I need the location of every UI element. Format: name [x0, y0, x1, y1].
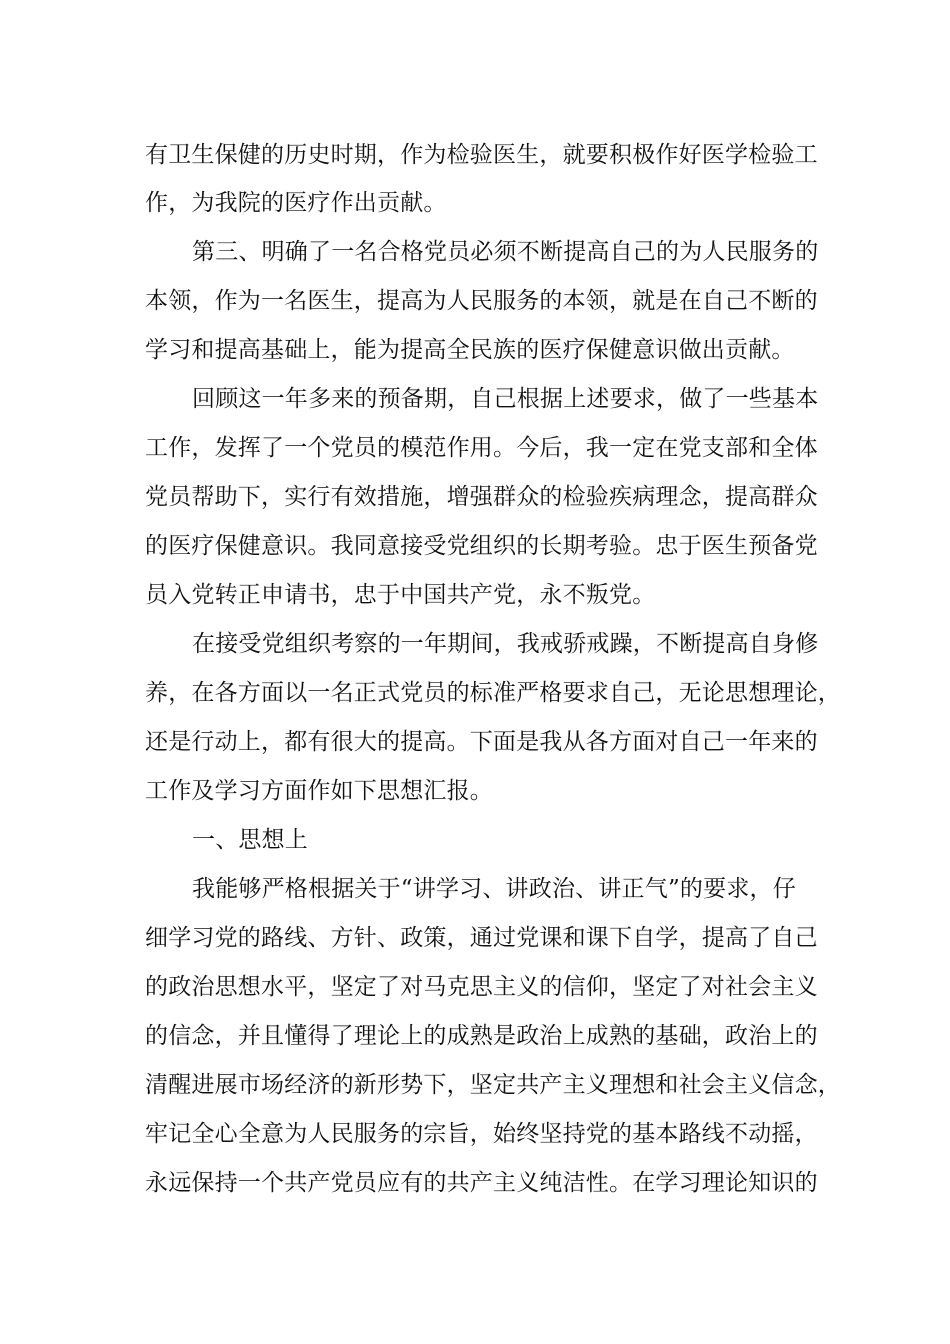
body-text-line: 细学习党的路线、方针、政策，通过党课和课下自学，提高了自己: [145, 925, 818, 951]
body-text-line: 还是行动上，都有很大的提高。下面是我从各方面对自己一年来的: [145, 729, 818, 755]
section-heading: 一、思想上: [192, 827, 308, 853]
paragraph-first-line: 第三、明确了一名合格党员必须不断提高自己的为人民服务的: [192, 239, 819, 265]
paragraph-first-line: 我能够严格根据关于“讲学习、讲政治、讲正气”的要求，仔: [192, 876, 796, 902]
body-text-line: 作，为我院的医疗作出贡献。: [145, 190, 447, 216]
body-text-line: 工作及学习方面作如下思想汇报。: [145, 778, 493, 804]
body-text-line: 养，在各方面以一名正式党员的标准严格要求自己，无论思想理论，: [145, 680, 841, 706]
body-text-line: 清醒进展市场经济的新形势下，坚定共产主义理想和社会主义信念，: [145, 1072, 841, 1098]
body-text-line: 党员帮助下，实行有效措施，增强群众的检验疾病理念，提高群众: [145, 484, 818, 510]
body-text-line: 的医疗保健意识。我同意接受党组织的长期考验。忠于医生预备党: [145, 533, 818, 559]
body-text-line: 永远保持一个共产党员应有的共产主义纯洁性。在学习理论知识的: [145, 1170, 818, 1196]
body-text-line: 的信念，并且懂得了理论上的成熟是政治上成熟的基础，政治上的: [145, 1023, 818, 1049]
body-text-line: 工作，发挥了一个党员的模范作用。今后，我一定在党支部和全体: [145, 435, 818, 461]
body-text-line: 学习和提高基础上，能为提高全民族的医疗保健意识做出贡献。: [145, 337, 795, 363]
body-text-line: 有卫生保健的历史时期，作为检验医生，就要积极作好医学检验工: [145, 142, 818, 168]
paragraph-first-line: 在接受党组织考察的一年期间，我戒骄戒躁，不断提高自身修: [192, 631, 819, 657]
body-text-line: 牢记全心全意为人民服务的宗旨，始终坚持党的基本路线不动摇，: [145, 1121, 818, 1147]
paragraph-first-line: 回顾这一年多来的预备期，自己根据上述要求，做了一些基本: [192, 386, 819, 412]
body-text-line: 的政治思想水平，坚定了对马克思主义的信仰，坚定了对社会主义: [145, 974, 818, 1000]
body-text-line: 员入党转正申请书，忠于中国共产党，永不叛党。: [145, 582, 656, 608]
body-text-line: 本领，作为一名医生，提高为人民服务的本领，就是在自己不断的: [145, 288, 818, 314]
